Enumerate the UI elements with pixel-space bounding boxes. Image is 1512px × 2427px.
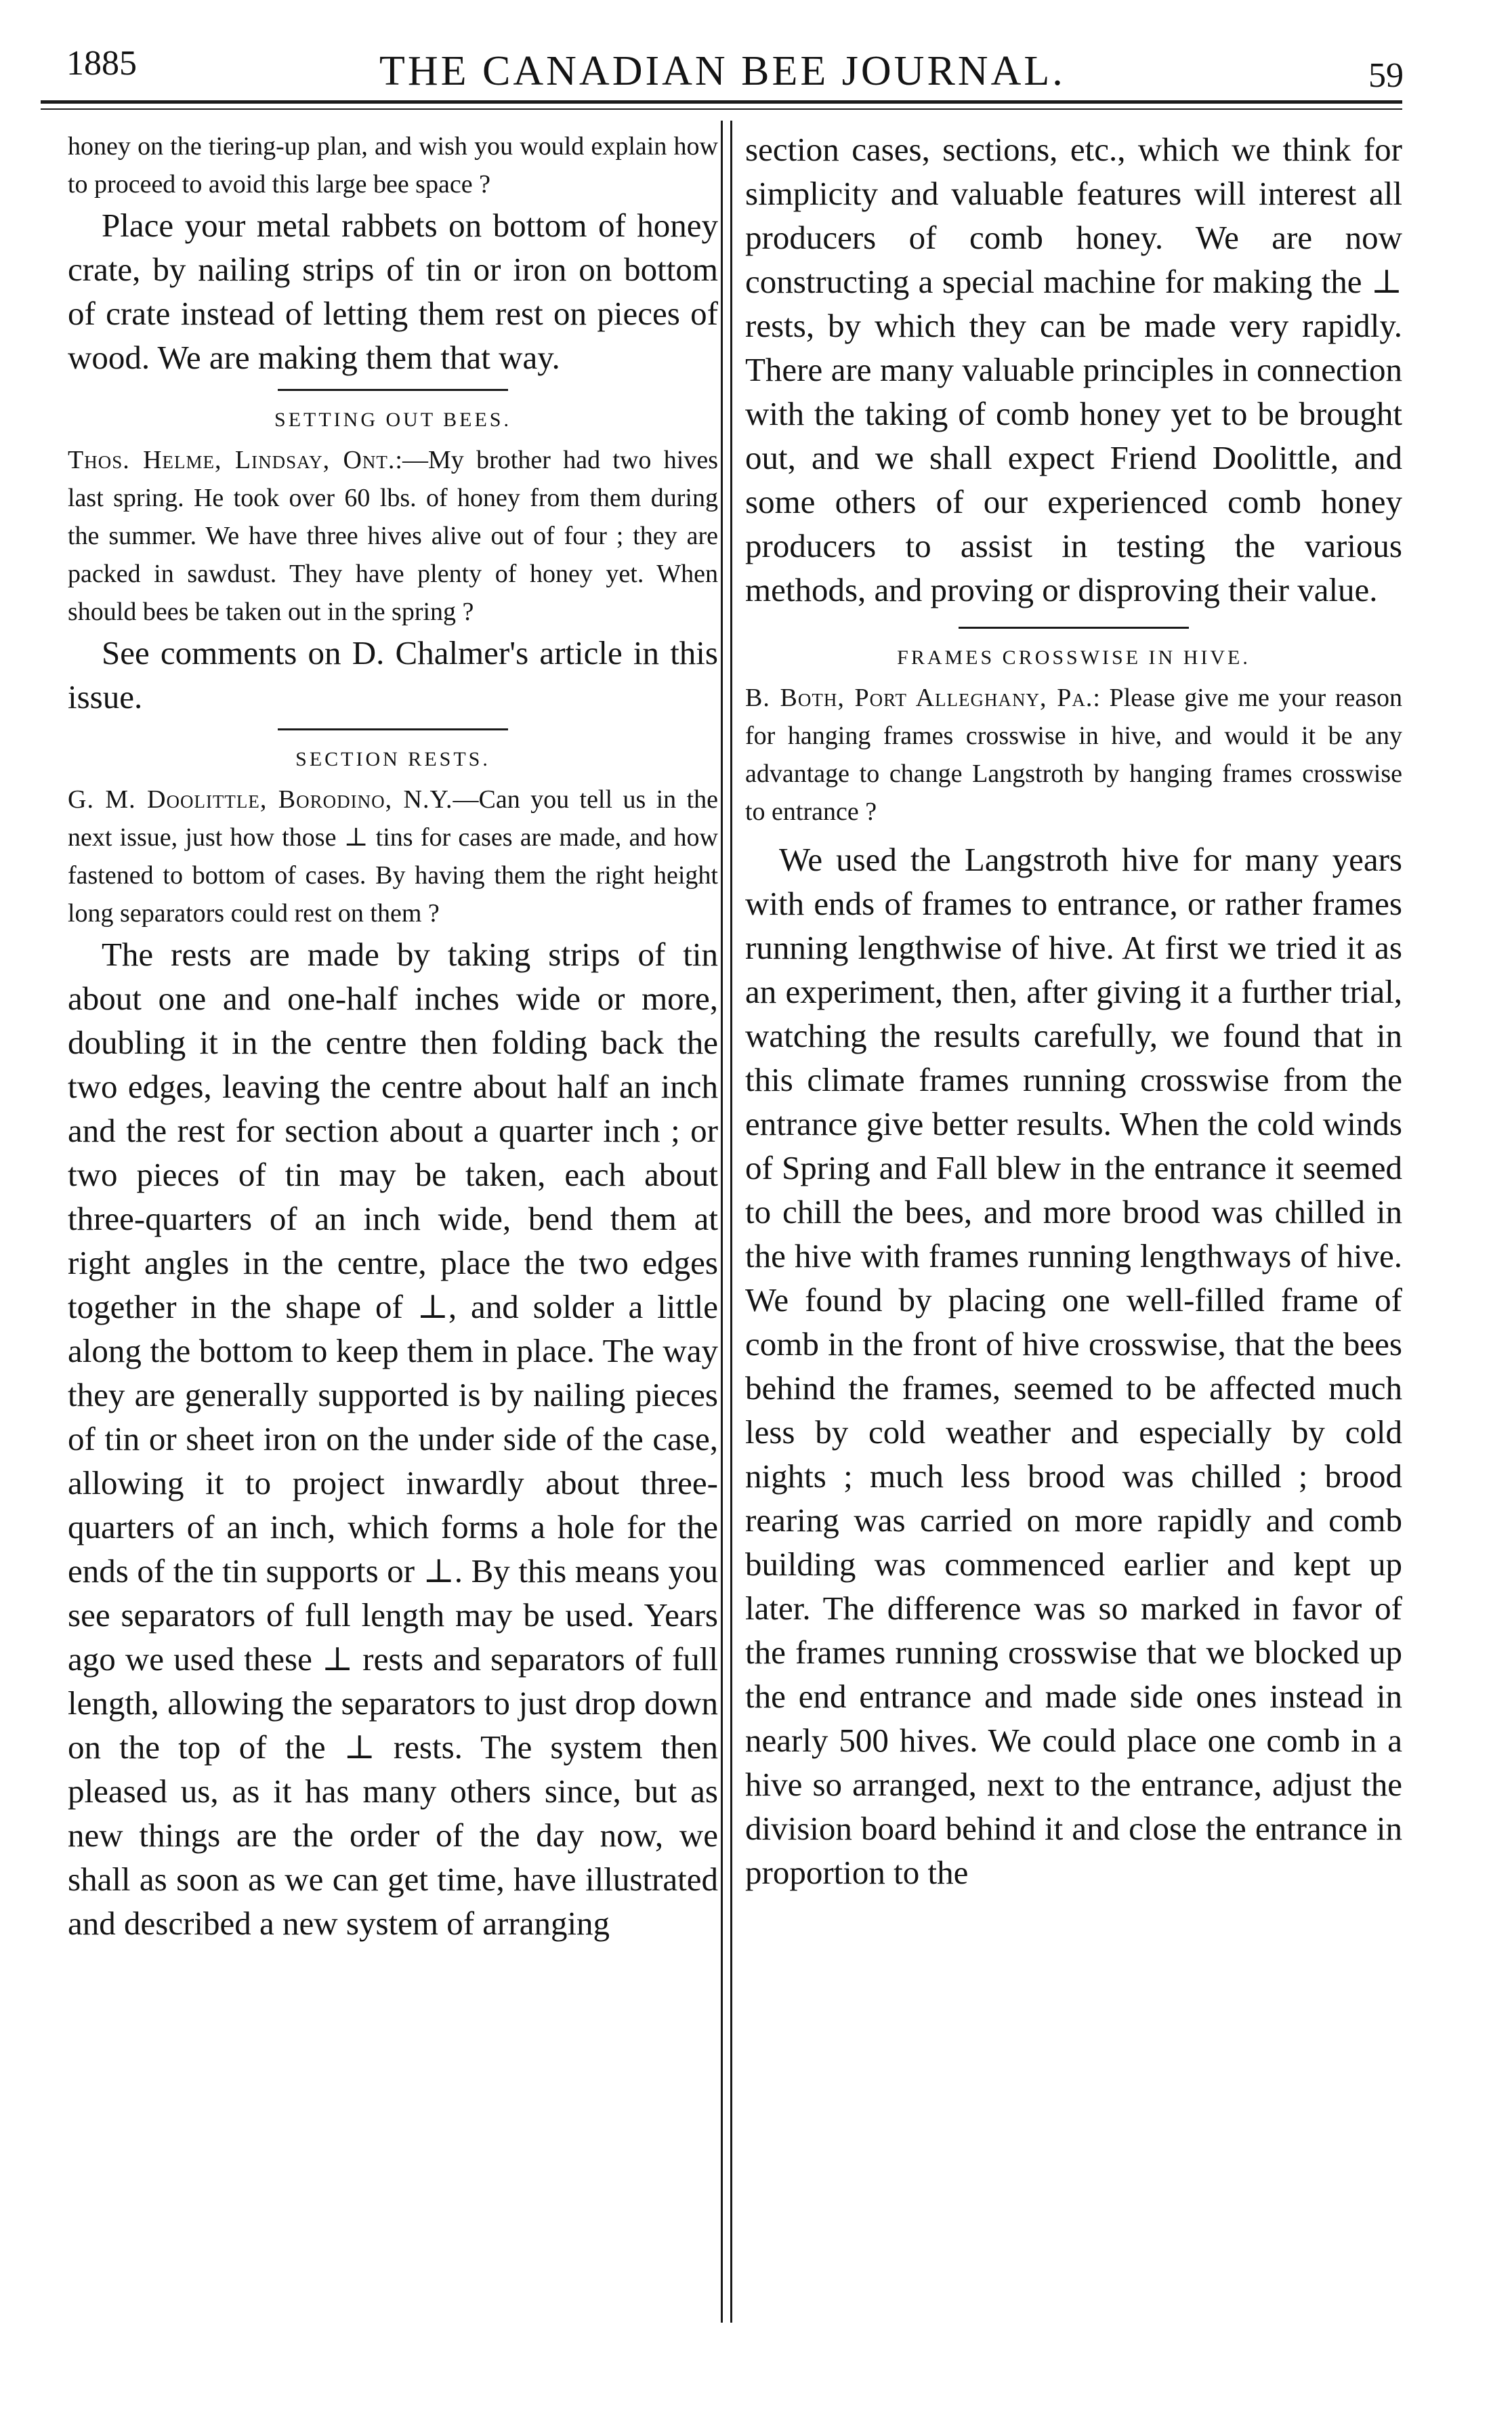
page-number: 59 xyxy=(1368,56,1404,95)
section-separator xyxy=(278,389,508,391)
section-heading-frames-crosswise: FRAMES CROSSWISE IN HIVE. xyxy=(897,646,1251,669)
header-rule-thick xyxy=(41,100,1402,104)
answer-paragraph: Place your metal rabbets on bottom of honey crate, by nailing strips of tin or iron on bottom of crate instead of letting them rest on pieces of wood. We are making them that way. xyxy=(68,207,718,376)
section-heading-setting-out-bees: SETTING OUT BEES. xyxy=(274,409,511,431)
continued-question: honey on the tiering-up plan, and wish you would explain how to proceed to avoid this large bee space ? xyxy=(68,132,718,199)
question-author: B. Both, Port Alleghany, Pa. xyxy=(745,684,1093,712)
question-text: : Please give me your reason for hanging frames crosswise in hive, and would it be any advantage to change Langstroth by hanging frames crosswise to entrance ? xyxy=(745,684,1402,826)
header-year: 1885 xyxy=(66,44,137,83)
question-text: —Can you tell us in the next issue, just how those ⊥ tins for cases are made, and how fastened to bottom of cases. By having them the right height long separators could rest on them ? xyxy=(68,785,718,928)
section-separator xyxy=(959,627,1189,629)
question-paragraph xyxy=(68,781,718,932)
column-divider xyxy=(721,121,723,2323)
answer-paragraph: We used the Langstroth hive for many years with ends of frames to entrance, or rather frames running lengthwise of hive. At first we tried it as an experiment, then, after giving it a further trial, watching the results carefully, we found that in this climate frames running crosswise from the entrance give better results. When the cold winds of Spring and Fall blew in the entrance it seemed to chill the bees, and more brood was chilled in the hive with frames running lengthways of hive. We found by placing one well-filled frame of comb in the front of hive crosswise, that the bees behind the frames, seemed to be affected much less by cold weather and especially by cold nights ; much less brood was chilled ; brood rearing was carried on more rapidly and comb building was commenced earlier and kept up later. The difference was so marked in favor of the frames running crosswise that we blocked up the end entrance and made side ones instead in nearly 500 hives. We could place one comb in a hive so arranged, next to the entrance, adjust the division board behind it and close the entrance in proportion to the xyxy=(745,841,1402,1891)
question-author: G. M. Doolittle, Borodino, N.Y. xyxy=(68,785,453,814)
question-author: Thos. Helme, Lindsay, Ont. xyxy=(68,446,396,474)
right-column xyxy=(745,127,1402,1894)
left-column xyxy=(68,127,718,1945)
question-text: :—My brother had two hives last spring. He took over 60 lbs. of honey from them during the summer. We have three hives alive out of four ; they are packed in sawdust. They have plenty of honey yet. When should bees be taken out in the spring ? xyxy=(68,446,718,626)
question-paragraph xyxy=(745,679,1402,831)
answer-paragraph: See comments on D. Chalmer's article in this issue. xyxy=(68,634,718,715)
answer-paragraph: The rests are made by taking strips of tin about one and one-half inches wide or more, doubling it in the centre then folding back the two edges, leaving the centre about half an inch and the rest for section about a quarter inch ; or two pieces of tin may be taken, each about three-quarters of an inch wide, bend them at right angles in the centre, place the two edges together in the shape of ⊥, and solder a little along the bottom to keep them in place. The way they are generally supported is by nailing pieces of tin or sheet iron on the under side of the case, allowing it to project inwardly about three-quarters of an inch, which forms a hole for the ends of the tin supports or ⊥. By this means you see separators of full length may be used. Years ago we used these ⊥ rests and separators of full length, allowing the separators to just drop down on the top of the ⊥ rests. The system then pleased us, as it has many others since, but as new things are the order of the day now, we shall as soon as we can get time, have illustrated and described a new system of arranging xyxy=(68,936,718,1942)
section-separator xyxy=(278,728,508,730)
continued-answer: section cases, sections, etc., which we think for simplicity and valuable features will interest all producers of comb honey. We are now constructing a special machine for making the ⊥ rests, by which they can be made very rapidly. There are many valuable principles in connection with the taking of comb honey yet to be brought out, and we shall expect Friend Doolittle, and some others of our experienced comb honey producers to assist in testing the various methods, and proving or disproving their value. xyxy=(745,131,1402,608)
header-rule-thin xyxy=(41,108,1402,110)
column-divider xyxy=(730,121,732,2323)
journal-title: THE CANADIAN BEE JOURNAL. xyxy=(379,48,1066,94)
question-paragraph xyxy=(68,441,718,631)
section-heading-section-rests: SECTION RESTS. xyxy=(295,748,490,770)
